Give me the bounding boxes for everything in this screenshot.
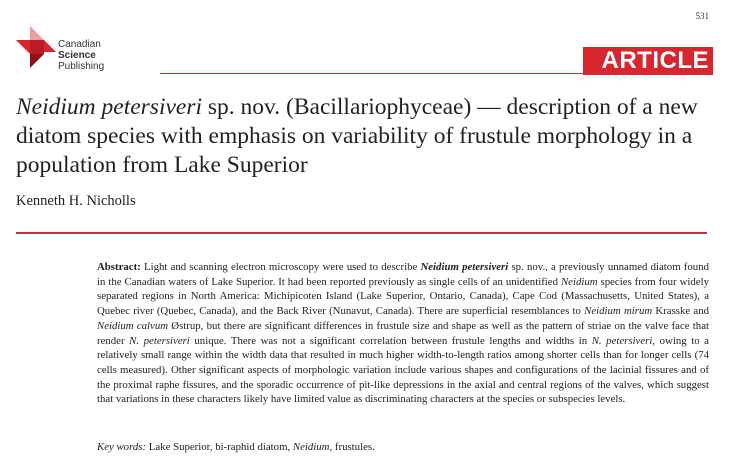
abstract-text: Light and scanning electron microscopy were used to describe [140,261,421,273]
keywords [97,441,709,453]
abstract-text: unique. There was not a significant correlation between frustule lengths and widths in [189,334,592,347]
article-type-banner: ARTICLE [583,47,713,75]
publisher-name [58,39,104,72]
keywords-text: , frustules. [329,441,375,453]
abstract-species: N. petersiveri [591,334,653,347]
title-rest: sp. nov. (Bacillariophyceae) — description of a new diatom species with emphasis on variability of frustule morphology in a population from Lake Superior [16,94,698,178]
abstract-text: sp. nov., a previously unnamed diatom found in the Canadian waters of Lake Superior. It had been reported previously as single cells of an unidentified [97,261,709,288]
publisher-line2: Science [58,50,96,61]
abstract-genus: Neidium [560,275,598,288]
page-number: 531 [695,11,709,21]
abstract-species: Neidium mirum [584,305,653,318]
abstract-text: , owing to a relatively small range within the width data that resulted in much higher width-to-length ratios among shorter cells than for longer cells (74 cells measured). Other significant aspects of morphologic variation include various shapes and configurations of the lacinial fissures and of the proximal raphe fissures, and the sporadic occurrence of pit-like depressions in the axial and central regions of the valves, which suggest that variations in these characters likely have limited value as discriminating characters at the species or subspecies levels. [97,334,709,406]
abstract-label: Abstract: [97,261,141,273]
abstract-text: Østrup, but there are significant differences in frustule size and shape as well as the pattern of striae on the valve face that render [97,319,709,347]
abstract-text: species from four widely separated regions in North America: Michipicoten Island (Lake Superior, Ontario, Canada), Cape Cod (Massachusetts, United States), a Quebec river (Quebec, Canada), and the Back River (Nunavut, Canada). There are superficial resemblances to [97,275,709,318]
publisher-logo [16,26,156,76]
keywords-text: Lake Superior, bi-raphid diatom, [146,441,293,453]
abstract-species: Neidium calvum [97,319,169,332]
publisher-line3: Publishing [58,61,105,72]
publisher-logo-icon [16,26,56,76]
abstract-species: N. petersiveri [129,334,190,347]
header-rule [160,73,583,74]
keywords-genus: Neidium [292,441,330,453]
publisher-line1: Canadian [58,39,101,50]
article-title [16,93,716,180]
keywords-label: Key words: [97,441,147,453]
abstract [97,260,709,407]
section-rule [16,232,707,234]
abstract-species: Neidium petersiveri [420,261,509,273]
author: Kenneth H. Nicholls [16,193,136,209]
abstract-text: Krasske and [652,305,709,318]
title-species-name: Neidium petersiveri [16,94,203,120]
